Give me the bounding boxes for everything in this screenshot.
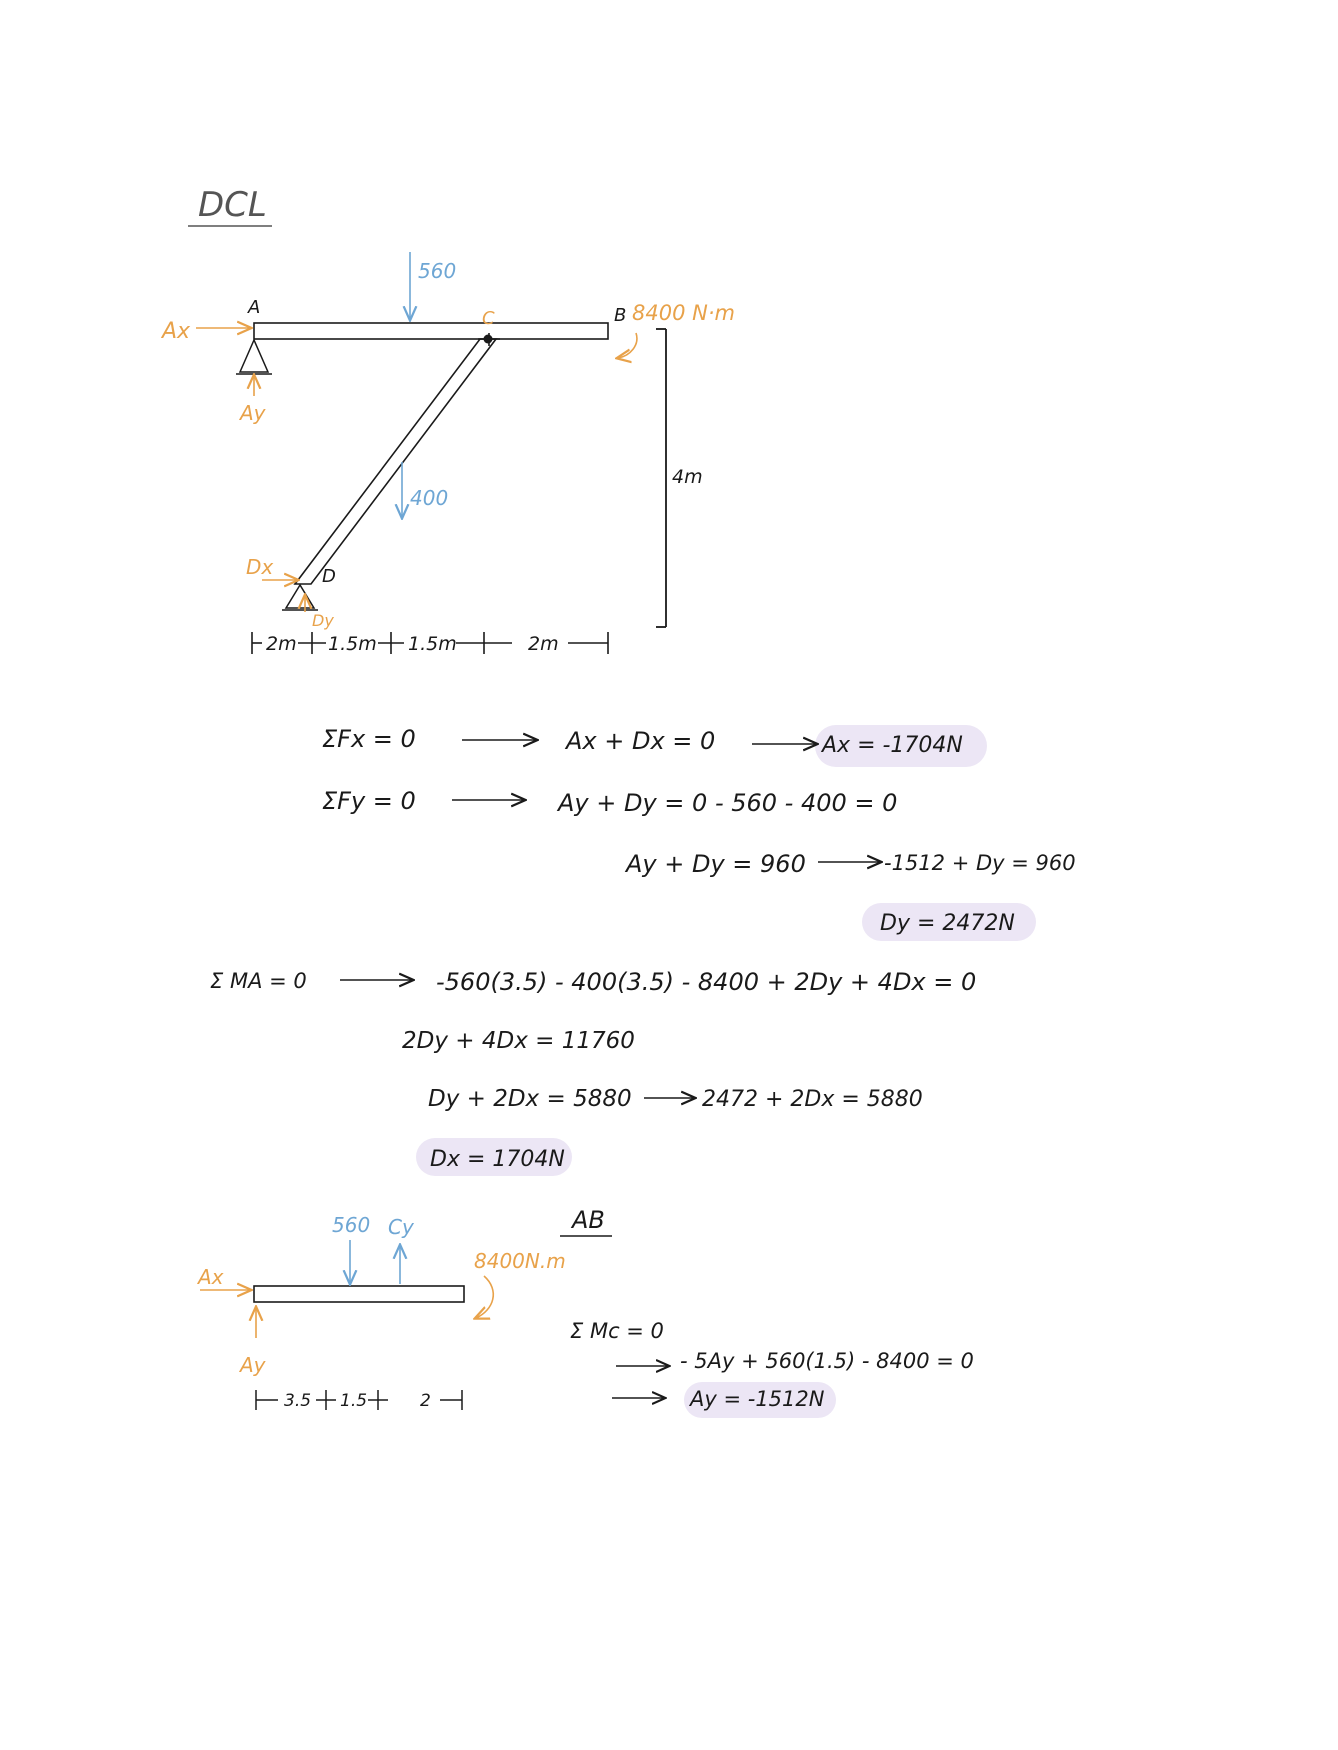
ay-label: Ay: [240, 401, 266, 425]
ab-title: AB: [572, 1206, 605, 1234]
dim-3: 1.5m: [408, 633, 457, 655]
eq-fx: Ax + Dx = 0: [566, 727, 716, 755]
ab-diagram: [196, 1206, 974, 1418]
beam-ab: [254, 323, 608, 339]
label-c: C: [482, 308, 495, 329]
ab-ay-label: Ay: [240, 1353, 266, 1377]
ab-beam: [254, 1286, 464, 1302]
eq-ma2: 2Dy + 4Dx = 11760: [402, 1028, 635, 1054]
ab-mc-eq: - 5Ay + 560(1.5) - 8400 = 0: [680, 1349, 974, 1373]
eq-sum-ma: Σ MA = 0: [210, 969, 307, 993]
label-a: A: [248, 297, 261, 318]
ab-cy-label: Cy: [388, 1215, 414, 1239]
dx-label: Dx: [246, 555, 274, 579]
frame-diagram: [160, 252, 735, 655]
page-title: DCL: [198, 185, 267, 225]
dy-label: Dy: [312, 611, 334, 630]
support-d: [282, 585, 318, 610]
moment-b-arrow: [618, 333, 637, 358]
ab-dim-3: 2: [420, 1391, 431, 1411]
ab-moment-label: 8400N.m: [474, 1249, 566, 1273]
label-d: D: [322, 566, 336, 587]
dim-4: 2m: [528, 633, 559, 655]
ab-sum-mc: Σ Mc = 0: [570, 1319, 664, 1343]
eq-fy2: Ay + Dy = 960: [626, 850, 806, 878]
eq-sum-fy: ΣFy = 0: [322, 787, 416, 815]
moment-b-label: 8400 N·m: [632, 301, 735, 325]
eq-ma-sub: 2472 + 2Dx = 5880: [702, 1087, 923, 1112]
dim-2: 1.5m: [328, 633, 377, 655]
ab-dim-2: 1.5: [340, 1391, 368, 1411]
eq-ma: -560(3.5) - 400(3.5) - 8400 + 2Dy + 4Dx = 0: [436, 968, 977, 996]
ab-load-label: 560: [332, 1213, 371, 1237]
support-a: [236, 340, 272, 374]
eq-sum-fx: ΣFx = 0: [322, 725, 416, 753]
eq-ma3: Dy + 2Dx = 5880: [428, 1086, 632, 1112]
ab-moment-arrow: [476, 1276, 493, 1318]
ax-label: Ax: [162, 319, 191, 344]
label-b: B: [614, 305, 627, 326]
height-dimension: [656, 329, 666, 627]
dim-1: 2m: [266, 633, 297, 655]
height-label: 4m: [672, 466, 703, 488]
ab-ax-label: Ax: [198, 1265, 224, 1289]
load-560-label: 560: [418, 259, 457, 283]
eq-ax-result: Ax = -1704N: [822, 733, 963, 758]
eq-fy-sub: -1512 + Dy = 960: [884, 851, 1076, 875]
ab-ay-result: Ay = -1512N: [690, 1387, 825, 1411]
load-400-label: 400: [410, 486, 449, 510]
eq-dy-result: Dy = 2472N: [880, 911, 1015, 936]
eq-dx-result: Dx = 1704N: [430, 1147, 565, 1172]
eq-fy: Ay + Dy = 0 - 560 - 400 = 0: [558, 789, 898, 817]
member-cd: [295, 339, 496, 584]
equations: [210, 725, 1076, 1176]
ab-dim-1: 3.5: [284, 1391, 312, 1411]
